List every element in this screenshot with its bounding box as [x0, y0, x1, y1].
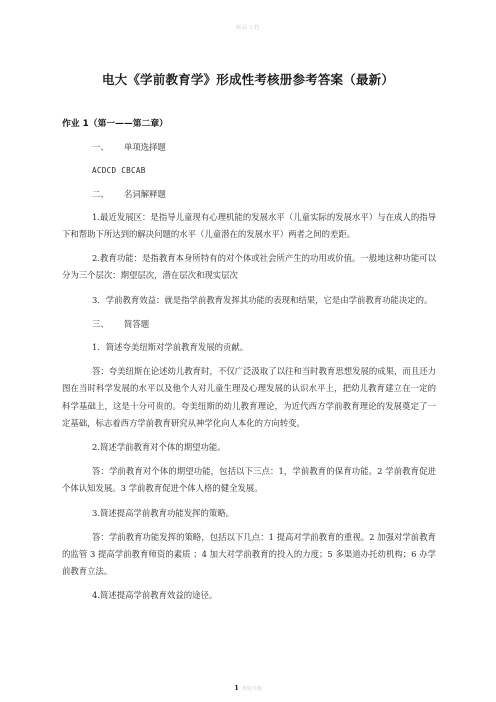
choice-answers: ACDCD CBCAB	[92, 166, 146, 176]
document-title: 电大《学前教育学》形成性考核册参考答案（最新）	[101, 72, 395, 87]
section-heading-short-answer	[62, 316, 436, 333]
term-definition: 3．学前教育效益：就是指学前教育发挥其功能的表现和结果，它是由学前教育功能决定的。	[92, 294, 433, 305]
section-number: 三、	[92, 318, 109, 329]
question: 1．简述夸美纽斯对学前教育发展的贡献。	[92, 342, 249, 353]
document-body	[62, 116, 436, 612]
assignment-heading: 作业 1（第一——第二章）	[62, 119, 168, 129]
question: 2.简述学前教育对个体的期望功能。	[92, 442, 226, 453]
section-label: 单项选择题	[124, 142, 166, 153]
answer: 答：学前教育对个体的期望功能，包括以下三点：1，学前教育的保育功能。2 学前教育促进个体认知发展。3 学前教育促进个体人格的健全发展。	[62, 466, 436, 494]
term-definition: 1.最近发展区：是指导儿童现有心理机能的发展水平（儿童实际的发展水平）与在成人的指导下和帮助下所达到的解决问题的水平（儿童潜在的发展水平）两者之间的差距。	[62, 211, 436, 240]
section-heading-choice	[62, 139, 436, 156]
answer: 答：夸美纽斯在论述幼儿教育时，不仅广泛汲取了以往和当时教育思想发展的成果，而且还力图在当时科学发展的水平以及他个人对儿童生理及心理发展的认识水平上，把幼儿教育建立在一定的科学基础上，这是十分可贵的。夸美纽斯的幼儿教育理论，为近代西方学前教育理论的发展奠定了一定基础，标志着西方学前教育研究从神学化向人本化的方向转变。	[62, 366, 436, 428]
section-number: 二、	[92, 188, 109, 199]
section-label: 名词解释题	[124, 188, 166, 199]
page-number: 1	[234, 684, 239, 692]
question: 4.简述提高学前教育效益的途径。	[92, 590, 218, 601]
page-footer	[0, 684, 496, 692]
header-watermark: 精品文档	[235, 25, 260, 31]
answer: 答：学前教育功能发挥的策略，包括以下几点：1 提高对学前教育的重视。2 加强对学前教育的监管 3 提高学前教育师资的素质 ；4 加大对学前教育的投入的力度；5 多渠道办托幼机构；6 办学前教育立法。	[62, 531, 436, 577]
term-definition: 2.教育功能：是指教育本身所特有的对个体或社会所产生的功用或价值。一般地这种功能可以分为三个层次：期望层次，潜在层次和现实层次	[62, 253, 436, 281]
section-label: 简答题	[124, 318, 150, 329]
question: 3.简述提高学前教育功能发挥的策略。	[92, 507, 234, 518]
section-heading-terms	[62, 186, 436, 203]
section-number: 一、	[92, 142, 109, 153]
footer-watermark: 欢迎下载	[241, 686, 262, 692]
